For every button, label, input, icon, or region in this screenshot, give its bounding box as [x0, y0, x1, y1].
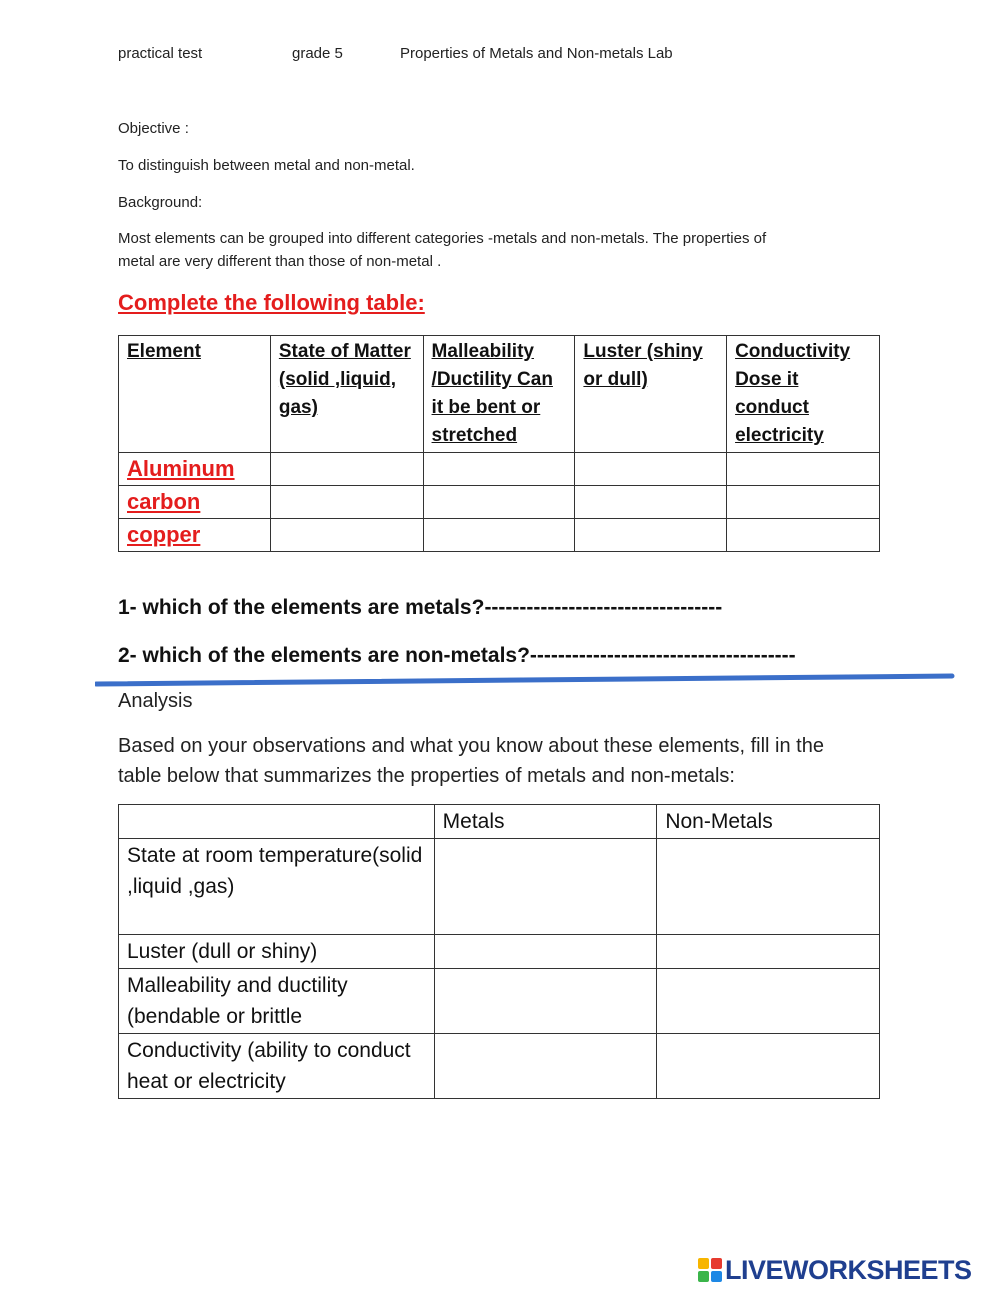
answer-cell[interactable] [434, 1034, 657, 1099]
answer-cell[interactable] [727, 486, 880, 519]
table-row [119, 486, 880, 519]
property-malleability: Malleability and ductility (bendable or brittle [119, 969, 435, 1034]
element-carbon: carbon [119, 486, 271, 519]
answer-cell[interactable] [657, 935, 880, 969]
element-aluminum: Aluminum [119, 453, 271, 486]
question-2: 2- which of the elements are non-metals?-------------------------------------- [118, 644, 796, 667]
answer-cell[interactable] [575, 453, 727, 486]
table-row [119, 519, 880, 552]
property-luster: Luster (dull or shiny) [119, 935, 435, 969]
answer-cell[interactable] [423, 486, 575, 519]
liveworksheets-logo-icon [698, 1258, 722, 1282]
logo-text: LIVEWORKSHEETS [725, 1254, 972, 1285]
answer-cell[interactable] [434, 969, 657, 1034]
background-line-1: Most elements can be grouped into different categories -metals and non-metals. The properties of [118, 230, 767, 247]
property-conductivity: Conductivity (ability to conduct heat or electricity [119, 1034, 435, 1099]
logo-square-icon [698, 1271, 709, 1282]
objective-text: To distinguish between metal and non-metal. [118, 157, 415, 174]
header-non-metals: Non-Metals [657, 805, 880, 839]
header-blank [119, 805, 435, 839]
background-text [118, 227, 878, 273]
header-test-type: practical test [118, 45, 203, 62]
background-label: Background: [118, 194, 203, 211]
analysis-line-1: Based on your observations and what you know about these elements, fill in the [118, 735, 824, 757]
table-row [119, 1034, 880, 1099]
header-element: Element [119, 336, 271, 453]
answer-cell[interactable] [270, 519, 423, 552]
elements-table-header-row [119, 336, 880, 453]
properties-table-header-row [119, 805, 880, 839]
analysis-text [118, 731, 888, 791]
elements-table [118, 335, 880, 552]
answer-cell[interactable] [270, 453, 423, 486]
analysis-line-2: table below that summarizes the properties of metals and non-metals: [118, 765, 735, 787]
answer-cell[interactable] [575, 486, 727, 519]
header-state-of-matter: State of Matter (solid ,liquid, gas) [270, 336, 423, 453]
answer-cell[interactable] [657, 1034, 880, 1099]
header-luster: Luster (shiny or dull) [575, 336, 727, 453]
blue-divider-line [95, 672, 955, 690]
answer-cell[interactable] [657, 839, 880, 935]
property-state: State at room temperature(solid ,liquid ,gas) [119, 839, 435, 935]
element-copper: copper [119, 519, 271, 552]
liveworksheets-logo [698, 1254, 998, 1286]
answer-cell[interactable] [575, 519, 727, 552]
table-row [119, 935, 880, 969]
answer-cell[interactable] [727, 519, 880, 552]
header-conductivity: Conductivity Dose it conduct electricity [727, 336, 880, 453]
table-row [119, 969, 880, 1034]
logo-square-icon [711, 1258, 722, 1269]
answer-cell[interactable] [727, 453, 880, 486]
answer-cell[interactable] [423, 519, 575, 552]
header-grade: grade 5 [292, 45, 343, 62]
table-row [119, 453, 880, 486]
header-malleability: Malleability /Ductility Can it be bent or stretched [423, 336, 575, 453]
logo-square-icon [698, 1258, 709, 1269]
answer-cell[interactable] [270, 486, 423, 519]
background-line-2: metal are very different than those of non-metal . [118, 253, 442, 270]
table-instruction: Complete the following table: [118, 290, 425, 315]
header-title: Properties of Metals and Non-metals Lab [400, 45, 673, 62]
answer-cell[interactable] [423, 453, 575, 486]
answer-cell[interactable] [657, 969, 880, 1034]
question-1: 1- which of the elements are metals?---------------------------------- [118, 596, 723, 619]
properties-table [118, 804, 880, 1099]
table-row [119, 839, 880, 935]
header-metals: Metals [434, 805, 657, 839]
logo-square-icon [711, 1271, 722, 1282]
answer-cell[interactable] [434, 935, 657, 969]
objective-label: Objective : [118, 120, 189, 137]
answer-cell[interactable] [434, 839, 657, 935]
analysis-label: Analysis [118, 690, 193, 712]
